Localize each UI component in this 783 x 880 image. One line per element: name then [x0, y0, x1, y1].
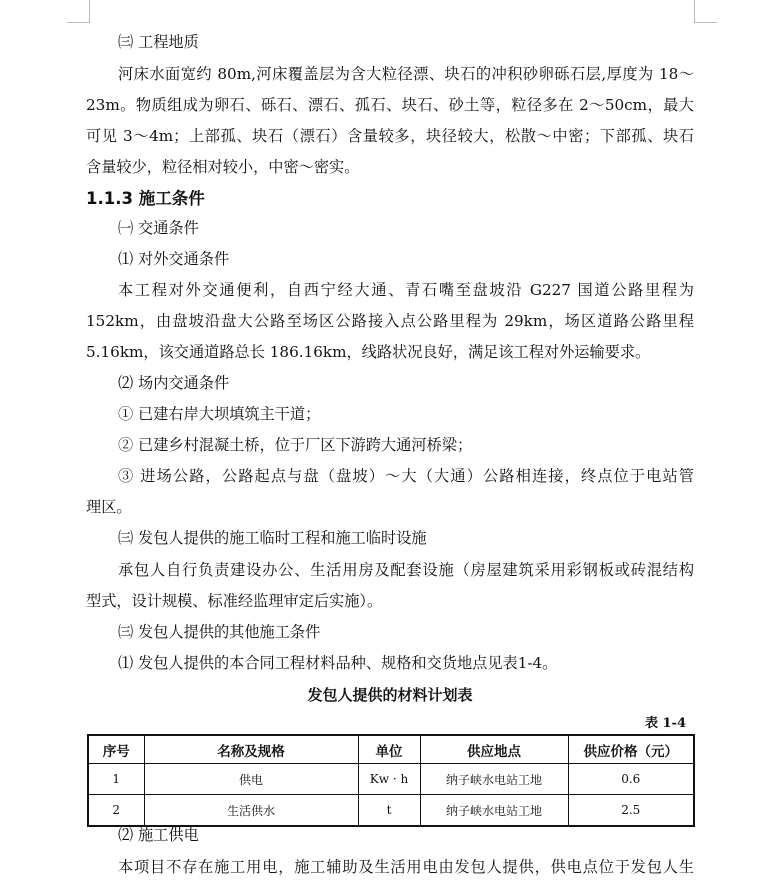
cell-unit: Kw · h	[358, 764, 420, 795]
cell-location: 纳子峡水电站工地	[420, 795, 568, 827]
other-conditions-subheading: ㈢ 发包人提供的其他施工条件	[118, 623, 321, 641]
cell-unit: t	[358, 795, 420, 827]
col-header-unit: 单位	[358, 735, 420, 764]
table-row	[88, 795, 694, 827]
table-header-row	[88, 735, 694, 764]
crop-mark-top-right	[694, 0, 717, 23]
power-supply-line: 本项目不存在施工用电，施工辅助及生活用电由发包人提供，供电点位于发包人生	[118, 858, 694, 876]
internal-traffic-subheading: ⑵ 场内交通条件	[118, 374, 230, 392]
power-supply-subheading: ⑵ 施工供电	[118, 826, 199, 844]
section-heading-1-1-3: 1.1.3 施工条件	[86, 189, 205, 208]
geology-paragraph-line: 可见 3～4m；上部孤、块石（漂石）含量较多，块径较大，松散～中密；下部孤、块石	[86, 127, 694, 145]
cell-index: 1	[88, 764, 144, 795]
geology-paragraph-line: 含量较少，粒径相对较小，中密～密实。	[86, 158, 360, 176]
col-header-index: 序号	[88, 735, 144, 764]
external-traffic-subheading: ⑴ 对外交通条件	[118, 250, 230, 268]
external-traffic-line: 5.16km，该交通道路总长 186.16km，线路状况良好，满足该工程对外运输要求。	[86, 343, 651, 361]
table-row	[88, 764, 694, 795]
cell-index: 2	[88, 795, 144, 827]
cell-location: 纳子峡水电站工地	[420, 764, 568, 795]
materials-item: ⑴ 发包人提供的本合同工程材料品种、规格和交货地点见表1-4。	[118, 654, 558, 672]
temporary-works-line: 型式，设计规模、标准经监理审定后实施）。	[86, 592, 383, 610]
table-number: 表 1-4	[644, 716, 686, 731]
internal-traffic-item-2: ② 已建乡村混凝土桥，位于厂区下游跨大通河桥梁；	[118, 436, 473, 454]
external-traffic-line: 152km，由盘坡沿盘大公路至场区公路接入点公路里程为 29km，场区道路公路里程	[86, 312, 694, 330]
crop-mark-top-left	[67, 0, 90, 23]
cell-name: 供电	[144, 764, 358, 795]
internal-traffic-item-3: ③ 进场公路，公路起点与盘（盘坡）～大（大通）公路相连接，终点位于电站管	[118, 467, 694, 485]
internal-traffic-item-3-cont: 理区。	[86, 498, 132, 516]
internal-traffic-item-1: ① 已建右岸大坝填筑主干道；	[118, 405, 321, 423]
cell-name: 生活供水	[144, 795, 358, 827]
col-header-location: 供应地点	[420, 735, 568, 764]
geology-subheading: ㈢ 工程地质	[118, 33, 199, 51]
cell-price: 0.6	[568, 764, 694, 795]
col-header-name: 名称及规格	[144, 735, 358, 764]
geology-paragraph-line: 23m。物质组成为卵石、砾石、漂石、孤石、块石、砂土等，粒径多在 2～50cm，最大	[86, 96, 694, 114]
traffic-subheading: ㈠ 交通条件	[118, 219, 199, 237]
cell-price: 2.5	[568, 795, 694, 827]
table-caption: 发包人提供的材料计划表	[307, 686, 473, 704]
external-traffic-line: 本工程对外交通便利，自西宁经大通、青石嘴至盘坡沿 G227 国道公路里程为	[118, 281, 694, 299]
materials-table	[87, 734, 695, 827]
temporary-works-line: 承包人自行负责建设办公、生活用房及配套设施（房屋建筑采用彩钢板或砖混结构	[118, 561, 694, 579]
col-header-price: 供应价格（元）	[568, 735, 694, 764]
temporary-works-subheading: ㈢ 发包人提供的施工临时工程和施工临时设施	[118, 529, 427, 547]
geology-paragraph-line: 河床水面宽约 80m,河床覆盖层为含大粒径漂、块石的冲积砂卵砾石层,厚度为 18～	[118, 65, 694, 83]
